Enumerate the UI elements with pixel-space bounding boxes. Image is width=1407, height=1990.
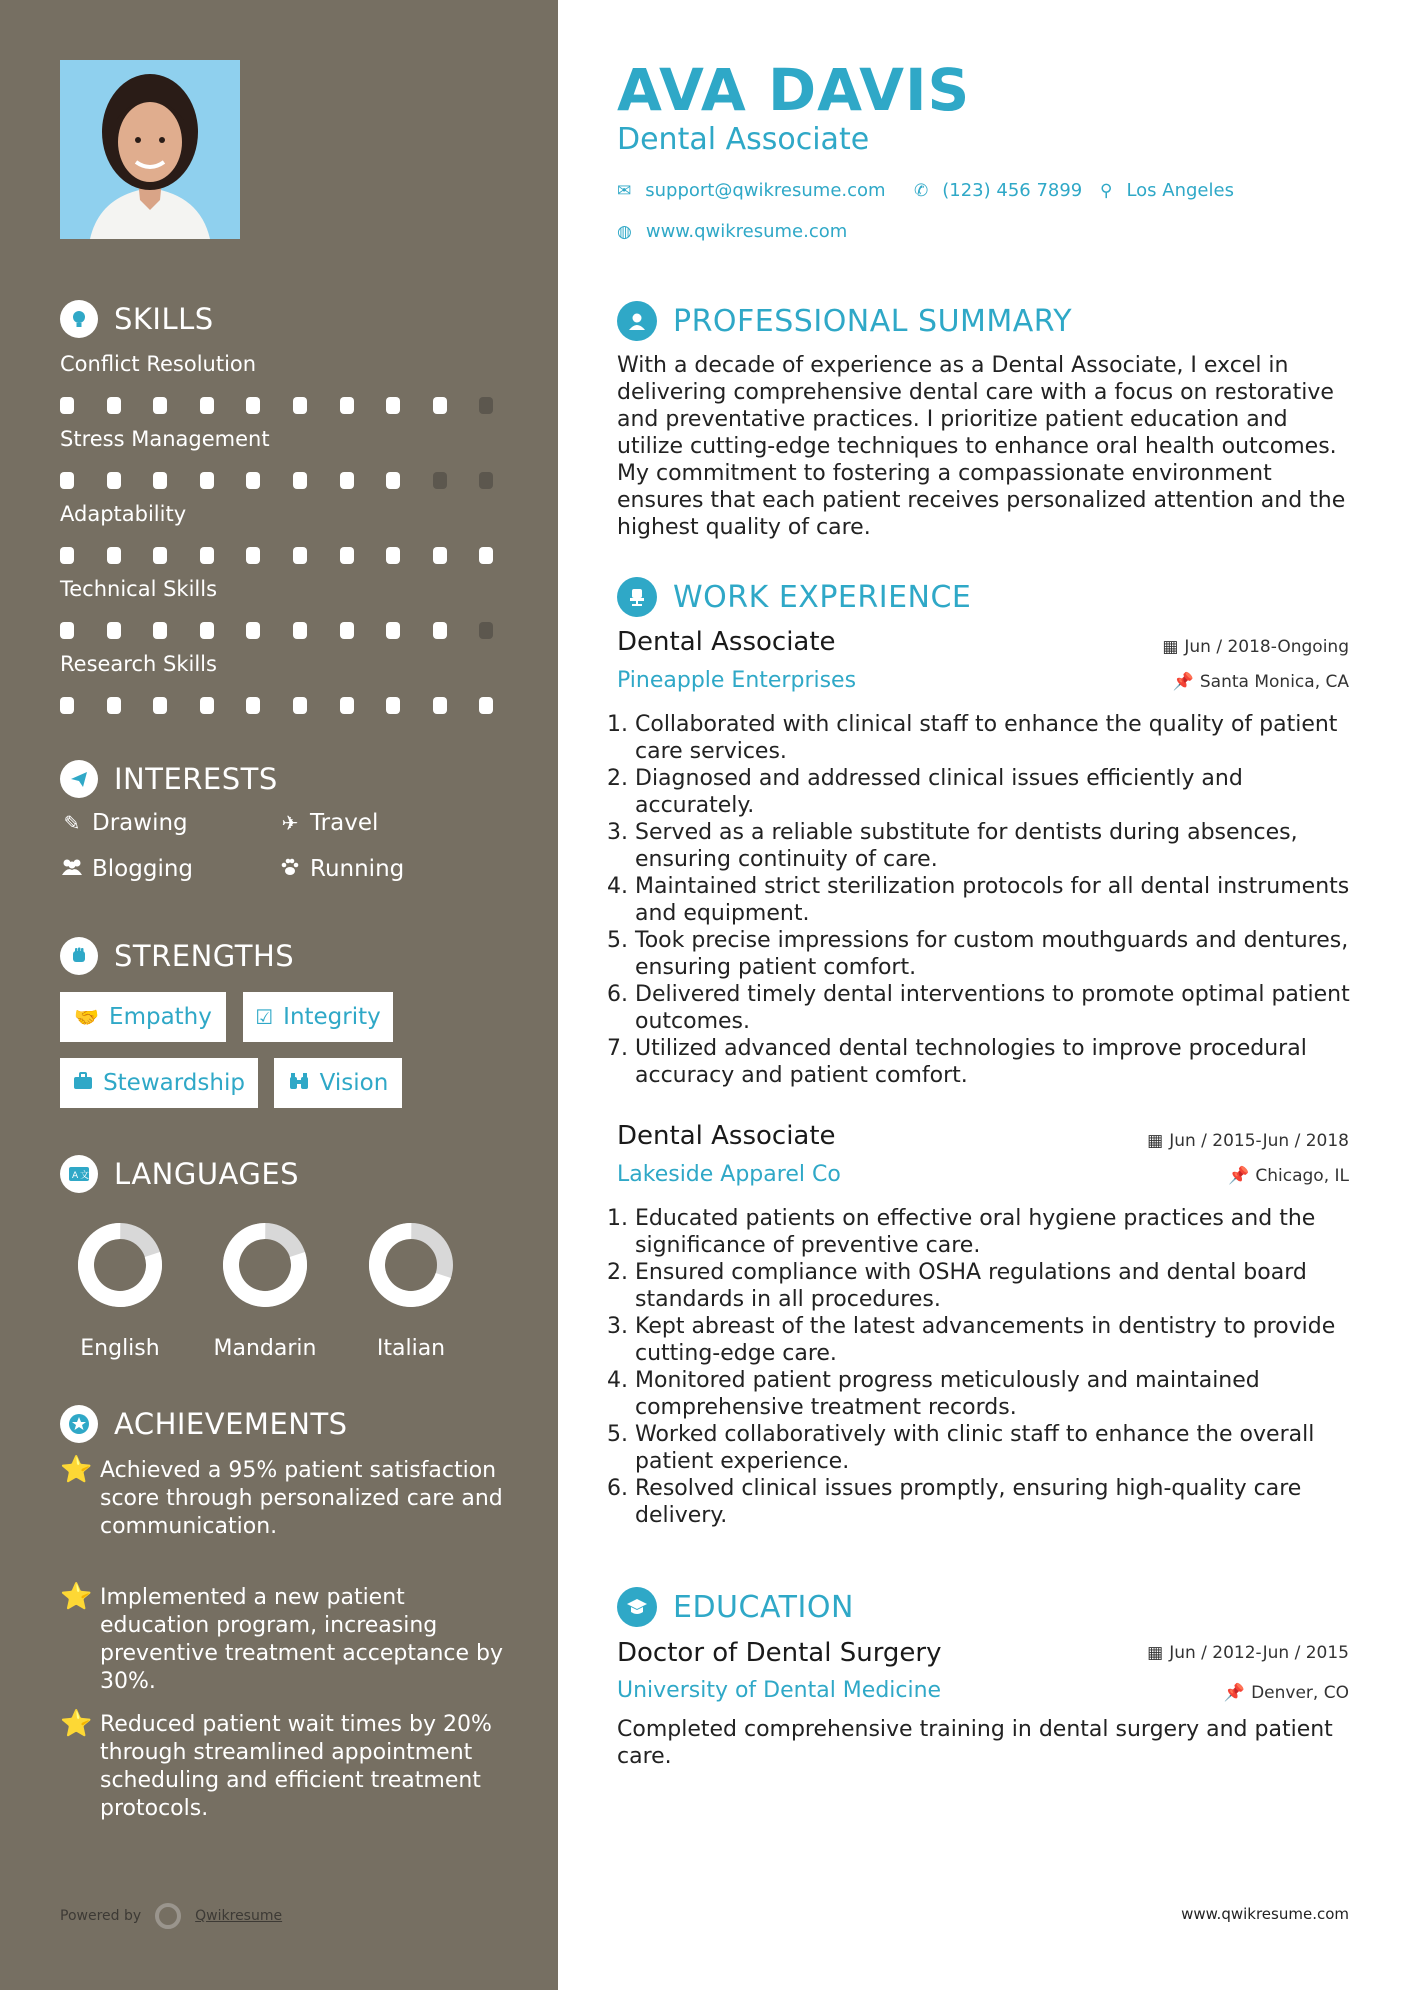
- skill-dot: [107, 622, 121, 639]
- candidate-name: AVA DAVIS: [617, 56, 971, 124]
- duty-item: 6. Resolved clinical issues promptly, ensuring high-quality care delivery.: [607, 1476, 1302, 1528]
- location-contact: ⚲ Los Angeles: [1100, 180, 1234, 201]
- skill-rating: [60, 397, 500, 414]
- skill-dot: [293, 547, 307, 564]
- language-item: [195, 1220, 335, 1361]
- fist-icon: [60, 937, 98, 975]
- skill-dot: [386, 622, 400, 639]
- skill-dot: [340, 472, 354, 489]
- envelope-icon: ✉: [617, 180, 632, 201]
- duty-item: 2. Diagnosed and addressed clinical issues efficiently and accurately.: [607, 766, 1243, 818]
- education-text: Completed comprehensive training in dental surgery and patient care.: [617, 1717, 1333, 1769]
- skill-dot: [246, 547, 260, 564]
- skill-dot: [60, 472, 74, 489]
- job-location: 📌 Santa Monica, CA: [1172, 672, 1349, 692]
- strength-tag: Stewardship: [60, 1058, 258, 1108]
- skill-dot: [200, 622, 214, 639]
- education-location: 📌 Denver, CO: [1223, 1683, 1349, 1703]
- duty-item: 6. Delivered timely dental interventions to promote optimal patient outcomes.: [607, 982, 1350, 1034]
- duty-item: 2. Ensured compliance with OSHA regulations and dental board standards in all procedures.: [607, 1260, 1307, 1312]
- skill-dot: [246, 622, 260, 639]
- skill-dot: [479, 547, 493, 564]
- skill-dot: [107, 697, 121, 714]
- duty-item: 5. Worked collaboratively with clinic staff to enhance the overall patient experience.: [607, 1422, 1315, 1474]
- skill-item: [60, 500, 500, 564]
- skill-dot: [433, 397, 447, 414]
- duty-item: 7. Utilized advanced dental technologies to improve procedural accuracy and patient comfort.: [607, 1036, 1307, 1088]
- powered-by: Powered by Qwikresume: [60, 1903, 282, 1929]
- skill-name: Research Skills: [60, 652, 217, 676]
- airplane-icon: ✈: [281, 811, 299, 835]
- skill-rating: [60, 697, 500, 714]
- skill-dot: [433, 472, 447, 489]
- skill-dot: [293, 472, 307, 489]
- language-ring-fill: [222, 1222, 308, 1308]
- job-duties: [607, 1205, 1357, 1529]
- job-location: 📌 Chicago, IL: [1228, 1166, 1349, 1186]
- footer-url[interactable]: www.qwikresume.com: [1181, 1905, 1349, 1923]
- strengths-heading: STRENGTHS: [60, 937, 294, 975]
- duty-item: 1. Educated patients on effective oral hygiene practices and the significance of preventive care.: [607, 1206, 1316, 1258]
- skill-dot: [107, 547, 121, 564]
- skill-name: Adaptability: [60, 502, 187, 526]
- language-name: Italian: [376, 1336, 446, 1361]
- interest-item: Blogging: [60, 856, 193, 882]
- skill-dot: [200, 697, 214, 714]
- skill-name: Conflict Resolution: [60, 352, 257, 376]
- email-contact[interactable]: ✉ support@qwikresume.com: [617, 180, 886, 201]
- svg-text:文: 文: [80, 1171, 90, 1181]
- star-icon: ⭐: [60, 1709, 93, 1739]
- school-name: University of Dental Medicine: [617, 1678, 942, 1703]
- svg-text:A: A: [72, 1171, 79, 1181]
- skill-dot: [246, 697, 260, 714]
- skill-dot: [479, 697, 493, 714]
- pencil-icon: ✎: [63, 811, 81, 835]
- duty-item: 1. Collaborated with clinical staff to enhance the quality of patient care services.: [607, 712, 1338, 764]
- language-ring: [366, 1220, 456, 1310]
- qwikresume-link[interactable]: Qwikresume: [195, 1908, 283, 1924]
- binoculars-icon: [288, 1071, 310, 1095]
- skill-dot: [479, 622, 493, 639]
- skill-dot: [340, 697, 354, 714]
- summary-heading: PROFESSIONAL SUMMARY: [617, 301, 1072, 341]
- skill-dot: [340, 397, 354, 414]
- skill-dot: [386, 697, 400, 714]
- skill-item: [60, 575, 500, 639]
- strength-tag: Vision: [274, 1058, 402, 1108]
- summary-text: With a decade of experience as a Dental Associate, I excel in delivering comprehensive dental care with a focus on restorative and preventative practices. I prioritize patient education and utilize cutting-edge techniques to enhance oral health outcomes. My commitment to fostering a compassionate environment ensures that each patient receives personalized attention and the highest quality of care.: [617, 353, 1346, 540]
- users-icon: [60, 857, 84, 881]
- language-item: [341, 1220, 481, 1361]
- achievements-heading: ACHIEVEMENTS: [60, 1405, 348, 1443]
- interest-item: Running: [278, 856, 404, 882]
- skill-dot: [340, 622, 354, 639]
- skill-dot: [200, 472, 214, 489]
- language-ring: [75, 1220, 165, 1310]
- star-badge-icon: [60, 1405, 98, 1443]
- skill-name: Stress Management: [60, 427, 270, 451]
- interests-heading: INTERESTS: [60, 760, 278, 798]
- strength-tag: ☑ Integrity: [243, 992, 393, 1042]
- skill-dot: [107, 397, 121, 414]
- skill-dot: [107, 472, 121, 489]
- language-name: English: [80, 1336, 160, 1361]
- skill-dot: [200, 397, 214, 414]
- job-title: Dental Associate: [617, 1121, 836, 1151]
- skill-dot: [433, 697, 447, 714]
- skill-dot: [60, 547, 74, 564]
- skill-dot: [60, 697, 74, 714]
- job-title: Dental Associate: [617, 627, 836, 657]
- achievement-item: ⭐ Achieved a 95% patient satisfaction score through personalized care and communication.: [60, 1455, 503, 1539]
- achievement-item: ⭐ Reduced patient wait times by 20% through streamlined appointment scheduling and efficient treatment protocols.: [60, 1709, 492, 1821]
- duty-item: 3. Kept abreast of the latest advancements in dentistry to provide cutting-edge care.: [607, 1314, 1336, 1366]
- duty-item: 4. Maintained strict sterilization protocols for all dental instruments and equipment.: [607, 874, 1350, 926]
- pushpin-icon: 📌: [1172, 672, 1194, 692]
- globe-icon: ◍: [617, 221, 632, 242]
- check-square-icon: ☑: [255, 1005, 274, 1029]
- skill-item: [60, 350, 500, 414]
- skill-dot: [153, 397, 167, 414]
- chair-icon: [617, 577, 657, 617]
- handshake-icon: 🤝: [74, 1005, 100, 1029]
- skill-dot: [433, 547, 447, 564]
- qwikresume-logo-icon: [155, 1903, 181, 1929]
- calendar-icon: ▦: [1162, 637, 1179, 657]
- sidebar: [0, 0, 558, 1990]
- job-company: Pineapple Enterprises: [617, 668, 857, 693]
- skill-rating: [60, 472, 500, 489]
- map-pin-icon: ⚲: [1100, 180, 1113, 201]
- skill-dot: [386, 472, 400, 489]
- duty-item: 4. Monitored patient progress meticulously and maintained comprehensive treatment records.: [607, 1368, 1260, 1420]
- job-dates: ▦ Jun / 2018-Ongoing: [1162, 637, 1349, 657]
- briefcase-icon: [73, 1071, 93, 1095]
- job-duties: [607, 711, 1357, 1089]
- skill-dot: [153, 547, 167, 564]
- job-company: Lakeside Apparel Co: [617, 1162, 841, 1187]
- duty-item: 3. Served as a reliable substitute for dentists during absences, ensuring continuity of care.: [607, 820, 1298, 872]
- skill-dot: [153, 472, 167, 489]
- skill-name: Technical Skills: [60, 577, 218, 601]
- skills-heading: SKILLS: [60, 300, 214, 338]
- skill-item: [60, 650, 500, 714]
- interest-item: ✎ Drawing: [60, 810, 188, 836]
- strength-tag: 🤝 Empathy: [60, 992, 226, 1042]
- pushpin-icon: 📌: [1223, 1683, 1246, 1703]
- skill-rating: [60, 622, 500, 639]
- website-contact[interactable]: ◍ www.qwikresume.com: [617, 221, 848, 242]
- phone-icon: ✆: [914, 180, 929, 201]
- phone-contact[interactable]: ✆ (123) 456 7899: [914, 180, 1083, 201]
- graduation-icon: [617, 1587, 657, 1627]
- calendar-icon: ▦: [1147, 1643, 1164, 1663]
- achievement-item: ⭐ Implemented a new patient education program, increasing preventive treatment acceptance by 30%.: [60, 1582, 504, 1694]
- skill-dot: [293, 697, 307, 714]
- skill-dot: [246, 397, 260, 414]
- duty-item: 5. Took precise impressions for custom mouthguards and dentures, ensuring patient comfort.: [607, 928, 1349, 980]
- skill-dot: [60, 397, 74, 414]
- skill-rating: [60, 547, 500, 564]
- calendar-icon: ▦: [1147, 1131, 1164, 1151]
- paper-plane-icon: [60, 760, 98, 798]
- skill-dot: [386, 547, 400, 564]
- language-ring: [220, 1220, 310, 1310]
- skill-dot: [246, 472, 260, 489]
- degree-title: Doctor of Dental Surgery: [617, 1638, 942, 1668]
- pushpin-icon: 📌: [1228, 1166, 1250, 1186]
- paw-icon: [278, 857, 302, 882]
- languages-heading: A 文 LANGUAGES: [60, 1155, 299, 1193]
- profile-photo: [60, 60, 240, 239]
- skill-dot: [293, 622, 307, 639]
- skill-item: [60, 425, 500, 489]
- skill-dot: [200, 547, 214, 564]
- skill-dot: [293, 397, 307, 414]
- language-name: Mandarin: [213, 1336, 317, 1361]
- star-icon: ⭐: [60, 1582, 93, 1612]
- education-dates: ▦ Jun / 2012-Jun / 2015: [1147, 1643, 1349, 1663]
- job-dates: ▦ Jun / 2015-Jun / 2018: [1147, 1131, 1349, 1151]
- language-item: [50, 1220, 190, 1361]
- language-ring-fill: [77, 1222, 163, 1308]
- language-icon: [60, 1155, 98, 1193]
- skill-dot: [433, 622, 447, 639]
- skill-dot: [479, 472, 493, 489]
- skill-dot: [153, 622, 167, 639]
- experience-heading: WORK EXPERIENCE: [617, 577, 971, 617]
- skill-dot: [386, 397, 400, 414]
- interest-item: ✈ Travel: [278, 810, 378, 836]
- education-heading: EDUCATION: [617, 1587, 854, 1627]
- skill-dot: [153, 697, 167, 714]
- user-icon: [617, 301, 657, 341]
- candidate-role: Dental Associate: [617, 122, 870, 157]
- skill-dot: [479, 397, 493, 414]
- star-icon: ⭐: [60, 1455, 93, 1485]
- skill-dot: [340, 547, 354, 564]
- skill-dot: [60, 622, 74, 639]
- lightbulb-icon: [60, 300, 98, 338]
